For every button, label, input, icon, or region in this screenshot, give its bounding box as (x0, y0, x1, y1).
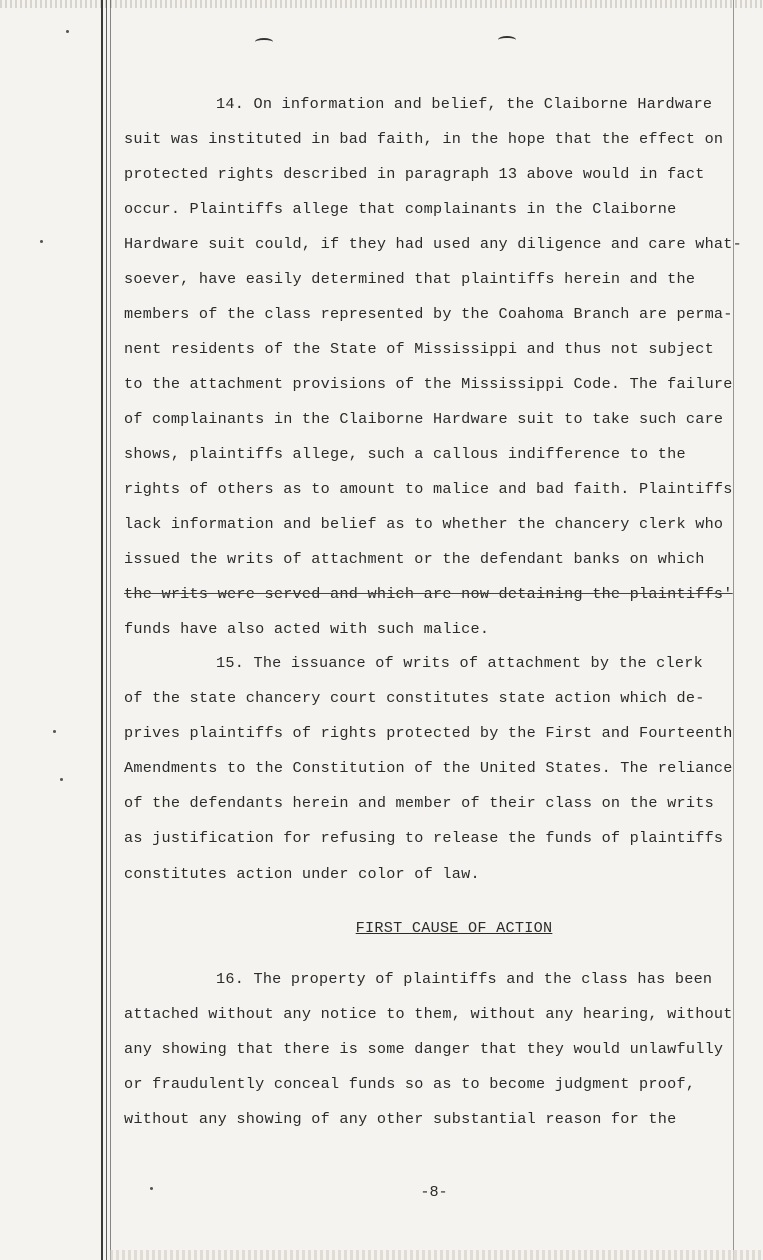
text-line: attached without any notice to them, without any hearing, without (124, 1005, 733, 1023)
margin-rule-right (110, 0, 111, 1260)
text-line: of the defendants herein and member of their class on the writs (124, 794, 714, 812)
text-line: or fraudulently conceal funds so as to become judgment proof, (124, 1075, 696, 1093)
scan-speck (53, 730, 56, 733)
text-line: any showing that there is some danger that they would unlawfully (124, 1040, 724, 1058)
scan-mark (498, 36, 516, 44)
text-line: Amendments to the Constitution of the United States. The reliance (124, 759, 733, 777)
text-line: suit was instituted in bad faith, in the hope that the effect on (124, 130, 724, 148)
scan-mark (255, 38, 273, 46)
section-heading-text: FIRST CAUSE OF ACTION (355, 919, 553, 937)
text-line: funds have also acted with such malice. (124, 620, 490, 638)
text-line: without any showing of any other substantial reason for the (124, 1110, 677, 1128)
text-line: protected rights described in paragraph 13 above would in fact (124, 165, 705, 183)
text-line: 15. The issuance of writs of attachment by the clerk (216, 654, 703, 672)
text-line: occur. Plaintiffs allege that complainants in the Claiborne (124, 200, 677, 218)
text-line: to the attachment provisions of the Mississippi Code. The failure (124, 375, 733, 393)
paper-top-edge (0, 0, 763, 8)
struck-text-line: the writs were served and which are now detaining the plaintiffs' (124, 585, 733, 603)
text-line: as justification for refusing to release the funds of plaintiffs (124, 829, 724, 847)
section-heading (124, 913, 734, 943)
text-line: rights of others as to amount to malice and bad faith. Plaintiffs (124, 480, 733, 498)
text-line: 16. The property of plaintiffs and the class has been (216, 970, 713, 988)
text-line: soever, have easily determined that plaintiffs herein and the (124, 270, 696, 288)
page-number-text: -8- (420, 1183, 448, 1201)
text-line: issued the writs of attachment or the defendant banks on which (124, 550, 705, 568)
scan-speck (66, 30, 69, 33)
scan-speck (60, 778, 63, 781)
paper-bottom-edge (110, 1250, 763, 1260)
margin-rule-middle (106, 0, 107, 1260)
text-line: Hardware suit could, if they had used any diligence and care what- (124, 235, 743, 253)
text-line: members of the class represented by the Coahoma Branch are perma- (124, 305, 733, 323)
margin-rule-left (101, 0, 103, 1260)
text-line: nent residents of the State of Mississippi and thus not subject (124, 340, 714, 358)
text-line: prives plaintiffs of rights protected by the First and Fourteenth (124, 724, 733, 742)
text-line: 14. On information and belief, the Claiborne Hardware (216, 95, 713, 113)
scan-speck (40, 240, 43, 243)
text-line: of the state chancery court constitutes state action which de- (124, 689, 705, 707)
text-line: lack information and belief as to whether the chancery clerk who (124, 515, 724, 533)
text-line: of complainants in the Claiborne Hardware suit to take such care (124, 410, 724, 428)
page-number (124, 1177, 734, 1207)
text-line: shows, plaintiffs allege, such a callous indifference to the (124, 445, 686, 463)
text-line: constitutes action under color of law. (124, 865, 480, 883)
